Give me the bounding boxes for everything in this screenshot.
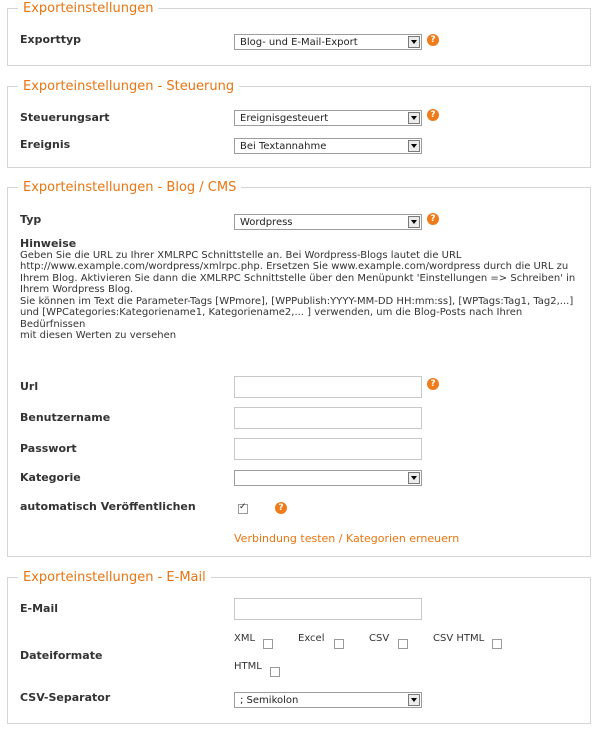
chevron-down-icon[interactable] [408, 472, 420, 484]
control-type-value: Ereignisgesteuert [240, 113, 329, 124]
chevron-down-icon[interactable] [408, 140, 420, 152]
category-select[interactable] [234, 470, 422, 486]
category-label: Kategorie [20, 471, 81, 484]
url-label: Url [20, 380, 39, 393]
password-input[interactable] [234, 438, 422, 460]
csv-separator-value: ; Semikolon [240, 695, 299, 706]
chevron-down-icon[interactable] [408, 694, 420, 706]
format-csv-html-label: CSV HTML [433, 633, 485, 644]
notes-line: Geben Sie die URL zu Ihrer XMLRPC Schnittstelle an. Bei Wordpress-Blogs lautet die URL [20, 249, 462, 261]
email-label: E-Mail [20, 602, 58, 615]
format-xml-label: XML [234, 633, 256, 644]
format-csv-label: CSV [369, 633, 390, 644]
section-legend: Exporteinstellungen - Blog / CMS [18, 179, 241, 196]
formats-label: Dateiformate [20, 649, 103, 662]
password-label: Passwort [20, 442, 77, 455]
control-settings-section [7, 79, 591, 168]
help-icon[interactable]: ? [427, 34, 439, 46]
export-type-value: Blog- und E-Mail-Export [240, 37, 358, 48]
format-html-label: HTML [234, 661, 262, 672]
help-icon[interactable]: ? [427, 109, 439, 121]
blog-type-select[interactable] [234, 214, 422, 230]
event-value: Bei Textannahme [240, 141, 327, 152]
test-connection-link[interactable]: Verbindung testen / Kategorien erneuern [234, 532, 460, 545]
notes-title: Hinweise [20, 237, 77, 250]
export-settings-section [7, 1, 591, 66]
control-type-select[interactable] [234, 110, 422, 126]
notes-line: Ihrem Wordpress Blog. [20, 284, 134, 295]
username-input[interactable] [234, 407, 422, 429]
notes-block [20, 238, 585, 342]
event-label: Ereignis [20, 138, 71, 151]
help-icon[interactable]: ? [427, 378, 439, 390]
format-csv-checkbox[interactable] [398, 639, 408, 649]
chevron-down-icon[interactable] [408, 216, 420, 228]
export-type-select[interactable] [234, 34, 422, 50]
format-excel-label: Excel [298, 633, 325, 644]
chevron-down-icon[interactable] [408, 36, 420, 48]
section-legend: Exporteinstellungen [18, 0, 158, 17]
notes-line: http://www.example.com/wordpress/xmlrpc.php. Ersetzen Sie www.example.com/wordpress durch die URL zu [20, 261, 569, 272]
format-csv-html-checkbox[interactable] [492, 639, 502, 649]
chevron-down-icon[interactable] [408, 112, 420, 124]
notes-line: Ihrem Blog. Aktivieren Sie dann die XMLRPC Schnittstelle über den Menüpunkt 'Einstellungen => Schreiben' in [20, 272, 576, 284]
notes-line: Sie können im Text die Parameter-Tags [WPmore], [WPPublish:YYYY-MM-DD HH:mm:ss], [WPTags:Tag1, Tag2,...] [20, 295, 574, 307]
section-legend: Exporteinstellungen - Steuerung [18, 78, 239, 95]
notes-line: mit diesen Werten zu versehen [20, 330, 177, 341]
email-settings-section [7, 570, 591, 724]
help-icon[interactable]: ? [275, 502, 287, 514]
help-icon[interactable]: ? [427, 213, 439, 225]
autopublish-label: automatisch Veröffentlichen [20, 500, 196, 513]
export-type-label: Exporttyp [20, 33, 82, 46]
event-select[interactable] [234, 138, 422, 154]
csv-separator-label: CSV-Separator [20, 691, 111, 704]
format-excel-checkbox[interactable] [334, 639, 344, 649]
section-legend: Exporteinstellungen - E-Mail [18, 569, 211, 586]
control-type-label: Steuerungsart [20, 111, 110, 124]
notes-line: und [WPCategories:Kategoriename1, Kategoriename2,... ] verwenden, um die Blog-Posts nach Ihren Bedürfnissen [20, 307, 523, 330]
email-input[interactable] [234, 598, 422, 620]
username-label: Benutzername [20, 411, 111, 424]
autopublish-checkbox[interactable] [238, 504, 248, 514]
url-input[interactable] [234, 376, 422, 398]
format-html-checkbox[interactable] [270, 667, 280, 677]
blog-type-value: Wordpress [240, 217, 293, 228]
blog-type-label: Typ [20, 213, 42, 226]
csv-separator-select[interactable] [234, 692, 422, 708]
blog-settings-section [7, 180, 591, 557]
format-xml-checkbox[interactable] [263, 639, 273, 649]
